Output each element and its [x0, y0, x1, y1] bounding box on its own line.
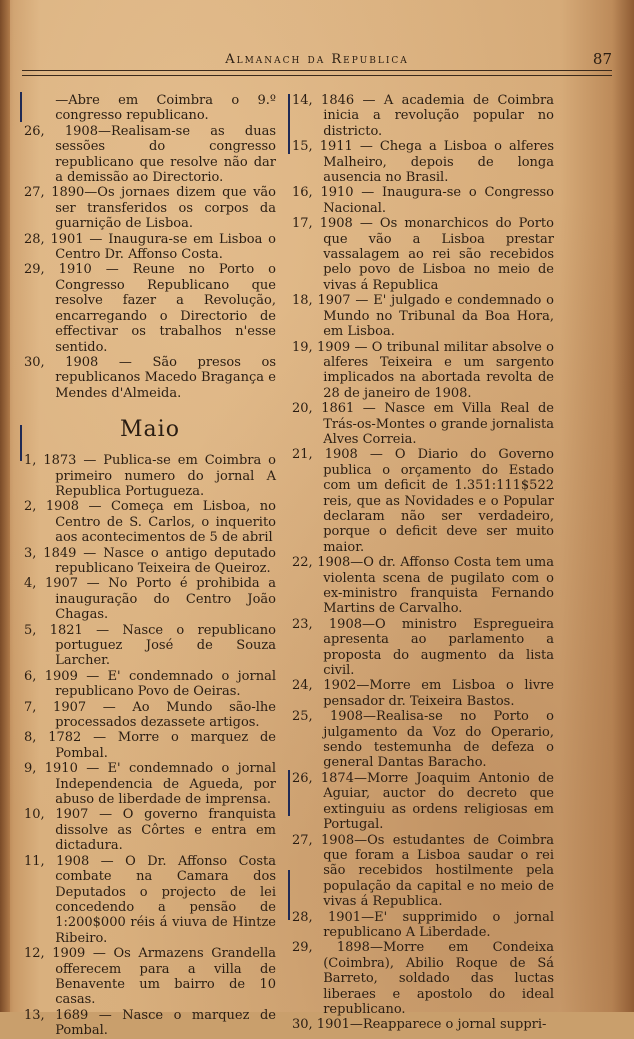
header-title: Almanach da Republica	[225, 52, 409, 67]
page-number: 87	[592, 50, 612, 68]
list-item: 14, 1846 — A academia de Coimbra inicia a revolução popular no districto.	[292, 93, 554, 139]
list-item: 2, 1908 — Começa em Lisboa, no Centro de S. Carlos, o inquerito aos acontecimentos de 5 de abril	[24, 499, 276, 546]
list-item: 1, 1873 — Publica-se em Coimbra o primeiro numero do jornal A Republica Portugueza.	[24, 453, 276, 499]
list-item: 3, 1849 — Nasce o antigo deputado republicano Teixeira de Queiroz.	[24, 545, 276, 576]
list-item: 21, 1908 — O Diario do Governo publica o orçamento do Estado com um deficit de 1.351:111$522 reis, que as Novidades e o Popular declaram não ser verdadeiro, porque o deficit deve ser muito maior.	[292, 447, 554, 555]
list-item: 26, 1874—Morre Joaquim Antonio de Aguiar, auctor do decreto que extinguiu as ordens religiosas em Portugal.	[292, 770, 554, 833]
list-item: 11, 1908 — O Dr. Affonso Costa combate na Camara dos Deputados o projecto de lei concedendo a pensão de 1:200$000 réis á viuva de Hintze Ribeiro.	[24, 853, 276, 946]
list-item: 6, 1909 — E' condemnado o jornal republicano Povo de Oeiras.	[24, 668, 276, 700]
list-item: —Abre em Coimbra o 9.º congresso republicano.	[55, 93, 276, 124]
list-item: 28, 1901—E' supprimido o jornal republicano A Liberdade.	[292, 909, 554, 940]
list-item: 15, 1911 — Chega a Lisboa o alferes Malheiro, depois de longa ausencia no Brasil.	[292, 139, 554, 186]
list-item: 30, 1901—Reapparece o jornal suppri-	[292, 1017, 547, 1033]
list-item: 24, 1902—Morre em Lisboa o livre pensador dr. Teixeira Bastos.	[292, 678, 554, 709]
right-column	[292, 93, 554, 1033]
running-header	[22, 48, 612, 72]
list-item: 23, 1908—O ministro Espregueira apresenta ao parlamento a proposta do augmento da lista civil.	[292, 616, 554, 679]
list-item: 29, 1898—Morre em Condeixa (Coimbra), Abilio Roque de Sá Barreto, soldado das luctas liberaes e apostolo do ideal republicano.	[292, 940, 554, 1017]
list-item: 22, 1908—O dr. Affonso Costa tem uma violenta scena de pugilato com o ex-ministro franquista Fernando Martins de Carvalho.	[292, 555, 554, 617]
list-item: 28, 1901 — Inaugura-se em Lisboa o Centro Dr. Affonso Costa.	[24, 231, 276, 263]
list-item: 10, 1907 — O governo franquista dissolve as Côrtes e entra em dictadura.	[24, 807, 276, 854]
list-item: 13, 1689 — Nasce o marquez de Pombal.	[24, 1007, 276, 1039]
list-item: 4, 1907 — No Porto é prohibida a inauguração do Centro João Chagas.	[24, 576, 276, 623]
list-item: 30, 1908 — São presos os republicanos Macedo Bragança e Mendes d'Almeida.	[24, 354, 276, 401]
page-spine	[0, 0, 10, 1012]
list-item: 27, 1908—Os estudantes de Coimbra que foram a Lisboa saudar o rei são recebidos hostilmente pela população da capital e no meio de vivas á Republica.	[292, 832, 554, 910]
margin-mark	[288, 870, 290, 920]
list-item: 17, 1908 — Os monarchicos do Porto que vão a Lisboa prestar vassalagem ao rei são recebidos pelo povo de Lisboa no meio de vivas á Republica	[292, 216, 554, 293]
list-item: 18, 1907 — E' julgado e condemnado o Mundo no Tribunal da Boa Hora, em Lisboa.	[292, 293, 554, 340]
list-item: 7, 1907 — Ao Mundo são-lhe processados dezassete artigos.	[24, 699, 276, 731]
list-item: 19, 1909 — O tribunal militar absolve o alferes Teixeira e um sargento implicados na abortada revolta de 28 de janeiro de 1908.	[292, 339, 554, 401]
section-heading: Maio	[120, 417, 180, 443]
left-column	[24, 93, 276, 1039]
list-item: 9, 1910 — E' condemnado o jornal Independencia de Agueda, por abuso de liberdade de imprensa.	[24, 761, 276, 808]
list-item: 25, 1908—Realisa-se no Porto o julgamento da Voz do Operario, sendo testemunha de defeza o general Dantas Baracho.	[292, 709, 554, 771]
list-item: 26, 1908—Realisam-se as duas sessões do congresso republicano que resolve não dar a demissão ao Directorio.	[24, 123, 276, 186]
list-item: 20, 1861 — Nasce em Villa Real de Trás-os-Montes o grande jornalista Alves Correia.	[292, 401, 554, 447]
header-rule	[22, 70, 612, 76]
list-item: 16, 1910 — Inaugura-se o Congresso Nacional.	[292, 185, 554, 216]
list-item: 8, 1782 — Morre o marquez de Pombal.	[24, 730, 276, 761]
margin-mark	[20, 92, 22, 122]
margin-mark	[288, 94, 290, 154]
margin-mark	[20, 425, 22, 461]
list-item: 27, 1890—Os jornaes dizem que vão ser transferidos os corpos da guarnição de Lisboa.	[24, 185, 276, 232]
list-item: 29, 1910 — Reune no Porto o Congresso Republicano que resolve fazer a Revolução, encarregando o Directorio de effectivar os trabalhos n'esse sentido.	[24, 262, 276, 355]
list-item: 12, 1909 — Os Armazens Grandella offerecem para a villa de Benavente um bairro de 10 casas.	[24, 946, 276, 1008]
margin-mark	[288, 770, 290, 816]
list-item: 5, 1821 — Nasce o republicano portuguez José de Souza Larcher.	[24, 622, 276, 669]
